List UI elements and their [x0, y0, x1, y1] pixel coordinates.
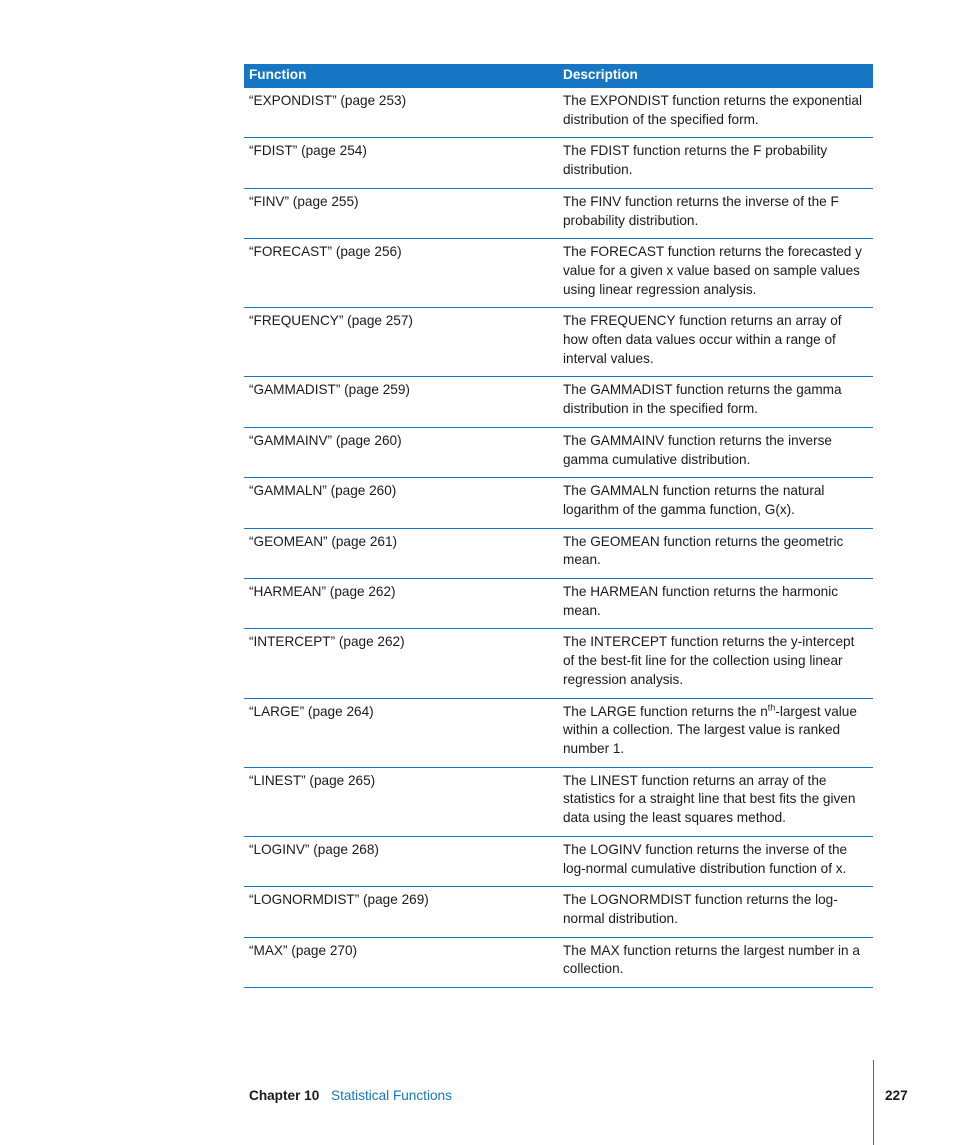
superscript-th: th	[767, 702, 776, 713]
footer-section-link[interactable]: Statistical Functions	[331, 1088, 452, 1103]
function-description: The FDIST function returns the F probability distribution.	[558, 138, 873, 188]
footer-chapter-label: Chapter 10	[249, 1088, 320, 1103]
table-row	[244, 698, 873, 767]
column-header-description: Description	[558, 64, 873, 88]
function-link[interactable]: “LARGE” (page 264)	[244, 698, 558, 767]
function-link[interactable]: “LOGNORMDIST” (page 269)	[244, 887, 558, 937]
description-text-pre: The LARGE function returns the n	[563, 703, 768, 719]
page-number: 227	[885, 1088, 908, 1103]
function-link[interactable]: “GAMMAINV” (page 260)	[244, 427, 558, 477]
table-row	[244, 836, 873, 886]
function-link[interactable]: “HARMEAN” (page 262)	[244, 579, 558, 629]
function-link[interactable]: “MAX” (page 270)	[244, 937, 558, 987]
functions-table	[244, 64, 873, 988]
table-row	[244, 937, 873, 987]
function-description: The FINV function returns the inverse of the F probability distribution.	[558, 188, 873, 238]
function-link[interactable]: “FREQUENCY” (page 257)	[244, 308, 558, 377]
function-description: The LOGNORMDIST function returns the log-normal distribution.	[558, 887, 873, 937]
table-row	[244, 377, 873, 427]
function-link[interactable]: “FDIST” (page 254)	[244, 138, 558, 188]
table-row	[244, 887, 873, 937]
function-description: The LOGINV function returns the inverse of the log-normal cumulative distribution function of x.	[558, 836, 873, 886]
function-description: The EXPONDIST function returns the exponential distribution of the specified form.	[558, 88, 873, 138]
function-description: The GAMMAINV function returns the inverse gamma cumulative distribution.	[558, 427, 873, 477]
description-text-post: -largest value within a collection. The largest value is ranked number 1.	[563, 703, 857, 756]
function-link[interactable]: “LINEST” (page 265)	[244, 767, 558, 836]
function-link[interactable]: “INTERCEPT” (page 262)	[244, 629, 558, 698]
table-row	[244, 88, 873, 138]
footer-divider	[873, 1060, 874, 1145]
table-row	[244, 629, 873, 698]
table-body	[244, 88, 873, 988]
table-header-row	[244, 64, 873, 88]
function-link[interactable]: “GAMMADIST” (page 259)	[244, 377, 558, 427]
function-description: The HARMEAN function returns the harmonic mean.	[558, 579, 873, 629]
function-link[interactable]: “FINV” (page 255)	[244, 188, 558, 238]
function-description: The GEOMEAN function returns the geometric mean.	[558, 528, 873, 578]
function-description: The MAX function returns the largest number in a collection.	[558, 937, 873, 987]
table-header	[244, 64, 873, 88]
table-row	[244, 767, 873, 836]
function-link[interactable]: “LOGINV” (page 268)	[244, 836, 558, 886]
function-description: The FREQUENCY function returns an array of how often data values occur within a range of interval values.	[558, 308, 873, 377]
function-description: The GAMMADIST function returns the gamma distribution in the specified form.	[558, 377, 873, 427]
table-row	[244, 188, 873, 238]
function-description	[558, 698, 873, 767]
table-row	[244, 308, 873, 377]
table-row	[244, 528, 873, 578]
function-link[interactable]: “FORECAST” (page 256)	[244, 239, 558, 308]
table-row	[244, 579, 873, 629]
function-description: The FORECAST function returns the forecasted y value for a given x value based on sample values using linear regression analysis.	[558, 239, 873, 308]
function-link[interactable]: “GEOMEAN” (page 261)	[244, 528, 558, 578]
function-description: The GAMMALN function returns the natural logarithm of the gamma function, G(x).	[558, 478, 873, 528]
table-row	[244, 478, 873, 528]
function-link[interactable]: “GAMMALN” (page 260)	[244, 478, 558, 528]
function-link[interactable]: “EXPONDIST” (page 253)	[244, 88, 558, 138]
function-description: The INTERCEPT function returns the y-intercept of the best-fit line for the collection using linear regression analysis.	[558, 629, 873, 698]
table-row	[244, 138, 873, 188]
column-header-function: Function	[244, 64, 558, 88]
table-row	[244, 427, 873, 477]
table-row	[244, 239, 873, 308]
function-description: The LINEST function returns an array of the statistics for a straight line that best fits the given data using the least squares method.	[558, 767, 873, 836]
